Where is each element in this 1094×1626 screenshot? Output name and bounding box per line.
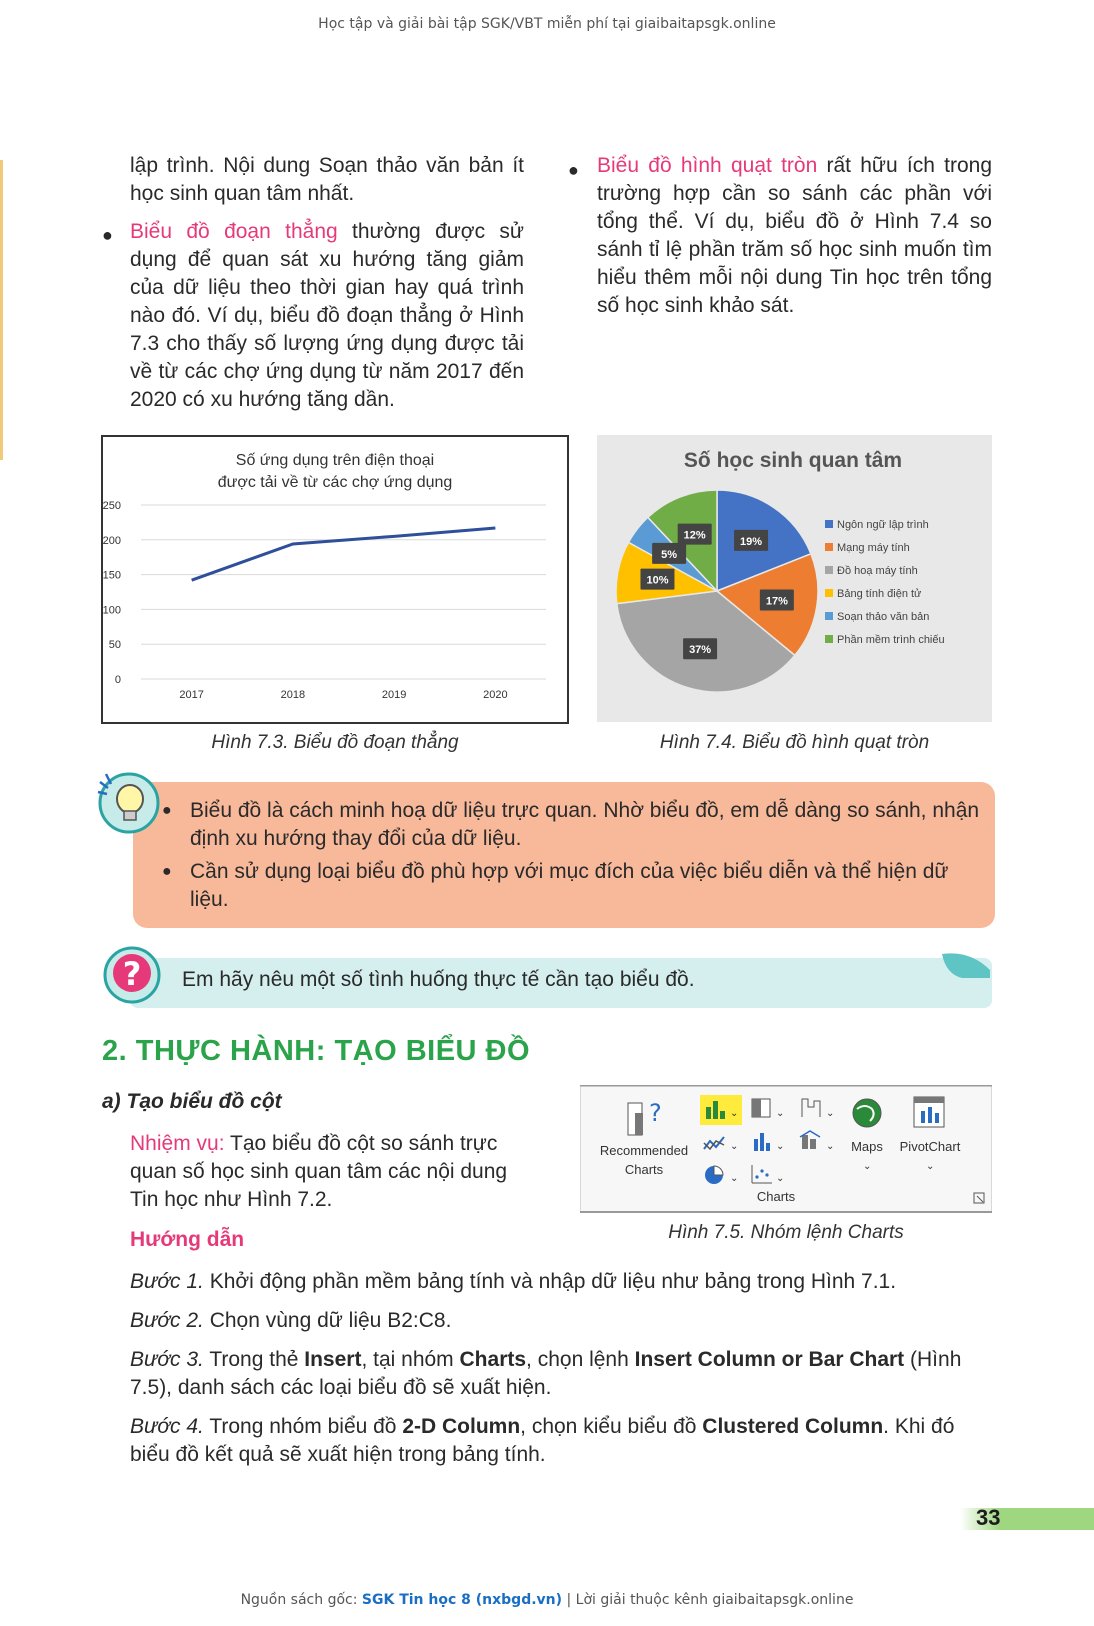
note-item-2-text: Cần sử dụng loại biểu đồ phù hợp với mục đích của việc biểu diễn và thể hiện dữ liệu.: [190, 860, 949, 911]
step-1: [130, 1268, 992, 1296]
note-box: [133, 782, 995, 928]
left-paragraph-text: lập trình. Nội dung Soạn thảo văn bản ít học sinh quan tâm nhất.: [130, 154, 524, 205]
line-chart-title-line1: Số ứng dụng trên điện thoại: [235, 452, 435, 469]
line-chart-desc: thường được sử dụng để quan sát xu hướng tăng giảm của dữ liệu theo thời gian hay quá trình nào đó. Ví dụ, biểu đồ đoạn thẳng ở Hình 7.3 cho thấy số lượng ứng dụng được tải về từ các chợ ứng dụng từ năm 2017 đến 2020 có xu hướng tăng dần.: [130, 220, 524, 411]
pie-chart-title: Số học sinh quan tâm: [683, 449, 903, 472]
note-item-1: [162, 797, 985, 853]
question-text: Em hãy nêu một số tình huống thực tế cần tạo biểu đồ.: [182, 968, 695, 991]
svg-text:⌄: ⌄: [776, 1141, 785, 1152]
svg-text:⌄: ⌄: [826, 1141, 835, 1152]
step-3-text-c: , chọn lệnh: [526, 1348, 635, 1371]
task-text: Tạo biểu đồ cột so sánh trực quan số học sinh quan tâm các nội dung Tin học như Hình 7.2.: [130, 1132, 508, 1211]
pie-legend-swatch: [825, 589, 833, 597]
step-4-text-b: , chọn kiểu biểu đồ: [520, 1415, 703, 1438]
pie-data-label: 5%: [661, 548, 678, 561]
line-chart-ytick-label: 250: [102, 500, 121, 512]
footer-book-link[interactable]: SGK Tin học 8 (nxbgd.vn): [361, 1592, 563, 1608]
step-2-text: Chọn vùng dữ liệu B2:C8.: [203, 1309, 452, 1332]
step-4-text-a: Trong nhóm biểu đồ: [203, 1415, 403, 1438]
pie-legend-swatch: [825, 635, 833, 643]
section-title: 2. THỰC HÀNH: TẠO BIỂU ĐỒ: [102, 1035, 531, 1067]
svg-text:⌄: ⌄: [926, 1161, 935, 1172]
step-4-label: Bước 4.: [130, 1415, 204, 1438]
figure-7-5-caption: Hình 7.5. Nhóm lệnh Charts: [668, 1222, 904, 1243]
step-1-label: Bước 1.: [130, 1270, 204, 1293]
line-chart-ytick-label: 0: [114, 674, 121, 686]
page-curl-icon: [940, 950, 992, 982]
line-chart-xtick-label: 2020: [483, 689, 508, 701]
step-1-text: Khởi động phần mềm bảng tính và nhập dữ liệu như bảng trong Hình 7.1.: [203, 1270, 897, 1293]
step-3-command: Insert Column or Bar Chart: [634, 1348, 905, 1371]
task-label: Nhiệm vụ:: [130, 1132, 225, 1155]
charts-group-label: Charts: [756, 1189, 796, 1204]
note-item-1-text: Biểu đồ là cách minh hoạ dữ liệu trực quan. Nhờ biểu đồ, em dễ dàng so sánh, nhận định xu hướng thay đổi của dữ liệu.: [190, 799, 980, 850]
page-number: 33: [976, 1505, 1001, 1530]
line-chart-ytick-label: 100: [102, 604, 121, 617]
bullet-dot: ●: [568, 160, 579, 180]
note-item-2: [162, 858, 985, 914]
pie-chart-bullet: [597, 152, 992, 320]
header-note: Học tập và giải bài tập SGK/VBT miễn phí tại giaibaitapsgk.online: [318, 16, 776, 32]
left-edge-bar: [0, 160, 3, 460]
pie-legend-swatch: [825, 566, 833, 574]
pie-data-label: 10%: [646, 574, 669, 587]
lightbulb-icon: [96, 770, 162, 836]
line-chart: [101, 435, 569, 724]
pie-legend-label: Đồ hoạ máy tính: [837, 565, 918, 577]
pie-legend-label: Phần mềm trình chiếu: [837, 634, 945, 646]
recommended-label-line1: Recommended: [599, 1143, 689, 1158]
bullet-dot: ●: [162, 802, 172, 819]
pie-data-label: 19%: [740, 535, 763, 548]
guide-label: Hướng dẫn: [130, 1228, 245, 1251]
figure-7-3-caption: Hình 7.3. Biểu đồ đoạn thẳng: [211, 732, 459, 753]
step-4-group: 2-D Column: [402, 1415, 521, 1438]
page-number-bar: [960, 1505, 1094, 1530]
svg-text:⌄: ⌄: [730, 1173, 739, 1184]
left-paragraph: [130, 152, 524, 208]
question-box: [130, 958, 992, 1008]
bullet-dot: ●: [102, 225, 113, 245]
svg-text:⌄: ⌄: [730, 1141, 739, 1152]
pie-legend-swatch: [825, 543, 833, 551]
svg-text:⌄: ⌄: [730, 1108, 739, 1119]
step-4-type: Clustered Column: [702, 1415, 884, 1438]
pie-legend-label: Bảng tính điện tử: [837, 588, 922, 600]
line-chart-xtick-label: 2018: [280, 689, 306, 701]
pie-data-label: 12%: [683, 529, 706, 542]
question-mark-icon: [102, 945, 162, 1005]
maps-label: Maps: [851, 1139, 883, 1154]
pie-legend-label: Ngôn ngữ lập trình: [837, 519, 929, 531]
footer-prefix: Nguồn sách gốc:: [240, 1592, 362, 1608]
step-3-text-b: , tại nhóm: [361, 1348, 460, 1371]
step-3-text-d: (Hình 7.5), danh sách các loại biểu đồ sẽ xuất hiện.: [130, 1348, 962, 1399]
pivotchart-label: PivotChart: [899, 1139, 961, 1154]
svg-text:⌄: ⌄: [776, 1173, 785, 1184]
pie-chart: [597, 435, 992, 722]
pie-legend-swatch: [825, 612, 833, 620]
pie-chart-desc: rất hữu ích trong trường hợp cần so sánh các phần với tổng thể. Ví dụ, biểu đồ ở Hình 7.4 so sánh tỉ lệ phần trăm số học sinh muốn tìm hiểu thêm mỗi nội dung Tin học trên tổng số học sinh khảo sát.: [597, 154, 992, 317]
step-3-charts: Charts: [459, 1348, 527, 1371]
step-2: [130, 1307, 992, 1335]
step-2-label: Bước 2.: [130, 1309, 204, 1332]
svg-text:⌄: ⌄: [863, 1161, 872, 1172]
step-4: [130, 1413, 992, 1469]
step-3-insert: Insert: [304, 1348, 362, 1371]
line-chart-ytick-label: 150: [102, 569, 121, 582]
step-3-text-a: Trong thẻ: [203, 1348, 305, 1371]
line-chart-xtick-label: 2019: [381, 689, 407, 701]
line-chart-ytick-label: 50: [108, 639, 121, 652]
line-chart-term: Biểu đồ đoạn thẳng: [130, 220, 338, 243]
footer-note: [0, 1592, 1094, 1608]
insert-column-chart-button[interactable]: [700, 1095, 742, 1125]
pie-chart-term: Biểu đồ hình quạt tròn: [597, 154, 818, 177]
sub-title: a) Tạo biểu đồ cột: [102, 1090, 282, 1113]
svg-text:⌄: ⌄: [776, 1108, 785, 1119]
pie-data-label: 37%: [689, 644, 712, 657]
svg-text:?: ?: [122, 955, 142, 993]
bullet-dot: ●: [162, 863, 172, 880]
charts-ribbon: [580, 1085, 992, 1213]
line-chart-xtick-label: 2017: [179, 689, 204, 701]
task-paragraph: [130, 1130, 530, 1214]
pie-legend-label: Mạng máy tính: [837, 542, 910, 554]
line-chart-bullet: [130, 218, 524, 414]
footer-suffix: | Lời giải thuộc kênh giaibaitapsgk.online: [562, 1592, 854, 1608]
recommended-label-line2: Charts: [624, 1162, 664, 1177]
step-4-text-c: . Khi đó biểu đồ kết quả sẽ xuất hiện trong bảng tính.: [130, 1415, 955, 1466]
line-chart-title-line2: được tải về từ các chợ ứng dụng: [217, 474, 453, 491]
pie-legend-label: Soạn thảo văn bản: [837, 611, 930, 623]
figure-7-4-caption: Hình 7.4. Biểu đồ hình quạt tròn: [659, 732, 930, 753]
svg-text:?: ?: [649, 1099, 662, 1127]
pie-data-label: 17%: [765, 595, 788, 608]
pie-legend-swatch: [825, 520, 833, 528]
svg-text:⌄: ⌄: [826, 1108, 835, 1119]
step-3: [130, 1346, 992, 1402]
line-chart-ytick-label: 200: [102, 534, 121, 547]
step-3-label: Bước 3.: [130, 1348, 204, 1371]
